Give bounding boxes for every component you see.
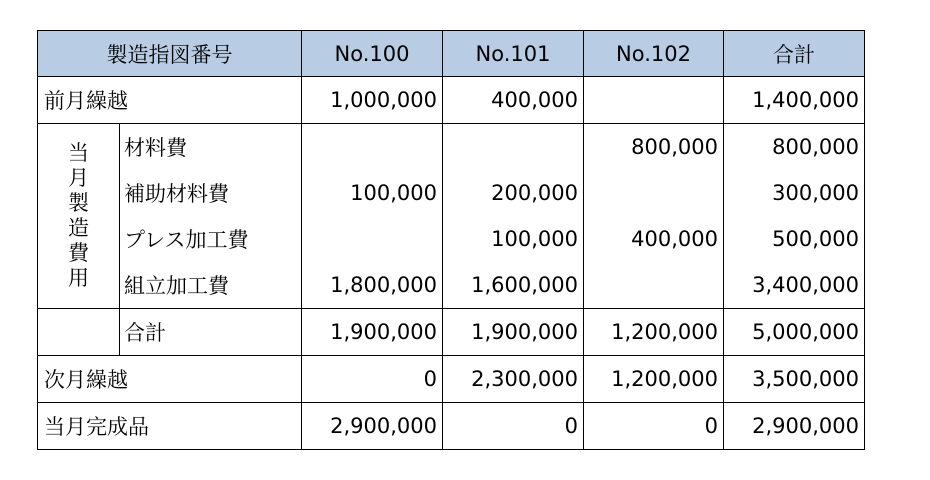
- cell-value: [584, 170, 724, 216]
- header-col-total: 合計: [724, 31, 865, 77]
- row-label: 合計: [120, 309, 302, 356]
- cell-value: 1,200,000: [584, 309, 724, 356]
- group-label-spacer: [38, 309, 120, 356]
- cell-value: 100,000: [302, 170, 443, 216]
- cell-value: 500,000: [724, 216, 865, 262]
- cell-value: [302, 124, 443, 171]
- header-row: [38, 31, 865, 77]
- cell-value: 3,500,000: [724, 356, 865, 403]
- cell-value: 5,000,000: [724, 309, 865, 356]
- cell-value: 0: [302, 356, 443, 403]
- row-assembly: [38, 262, 865, 309]
- row-materials: [38, 124, 865, 171]
- row-aux-materials: [38, 170, 865, 216]
- cell-value: 2,900,000: [724, 403, 865, 450]
- cell-value: 800,000: [724, 124, 865, 171]
- cell-value: [584, 77, 724, 124]
- cell-value: 1,800,000: [302, 262, 443, 309]
- cell-value: 400,000: [584, 216, 724, 262]
- row-label: 次月繰越: [38, 356, 302, 403]
- cell-value: 2,900,000: [302, 403, 443, 450]
- cell-value: 1,000,000: [302, 77, 443, 124]
- group-label-text: 当月製造費用: [68, 141, 89, 290]
- cell-value: 800,000: [584, 124, 724, 171]
- cell-value: 1,900,000: [443, 309, 584, 356]
- cell-value: 0: [443, 403, 584, 450]
- cell-value: 1,400,000: [724, 77, 865, 124]
- cell-value: 1,900,000: [302, 309, 443, 356]
- cell-value: [443, 124, 584, 171]
- cell-value: [584, 262, 724, 309]
- row-label: プレス加工費: [120, 216, 302, 262]
- cell-value: 1,600,000: [443, 262, 584, 309]
- cost-table: [37, 30, 865, 450]
- cell-value: 3,400,000: [724, 262, 865, 309]
- row-label: 前月繰越: [38, 77, 302, 124]
- row-opening: [38, 77, 865, 124]
- header-col-no101: No.101: [443, 31, 584, 77]
- cell-value: 0: [584, 403, 724, 450]
- cell-value: 400,000: [443, 77, 584, 124]
- cell-value: 200,000: [443, 170, 584, 216]
- group-label-current-cost: [38, 124, 120, 309]
- row-finished: [38, 403, 865, 450]
- cell-value: 1,200,000: [584, 356, 724, 403]
- cell-value: [302, 216, 443, 262]
- header-col-no100: No.100: [302, 31, 443, 77]
- row-label: 当月完成品: [38, 403, 302, 450]
- row-label: 補助材料費: [120, 170, 302, 216]
- row-subtotal: [38, 309, 865, 356]
- row-closing: [38, 356, 865, 403]
- cell-value: 100,000: [443, 216, 584, 262]
- row-press: [38, 216, 865, 262]
- row-label: 材料費: [120, 124, 302, 171]
- row-label: 組立加工費: [120, 262, 302, 309]
- cell-value: 2,300,000: [443, 356, 584, 403]
- header-order-label: 製造指図番号: [38, 31, 302, 77]
- header-col-no102: No.102: [584, 31, 724, 77]
- cell-value: 300,000: [724, 170, 865, 216]
